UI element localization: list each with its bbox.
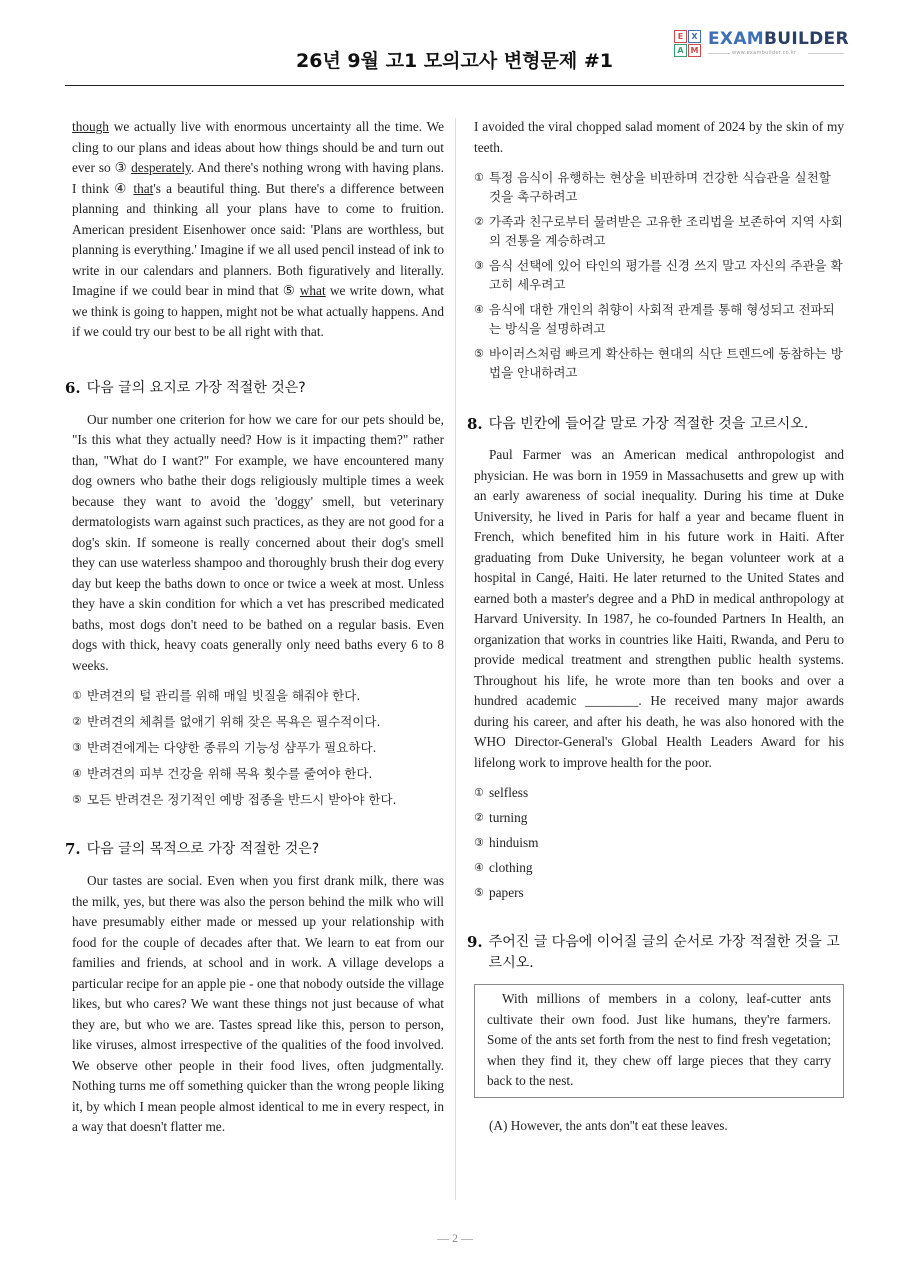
option-text: hinduism [489,835,539,850]
option-2[interactable] [474,212,844,250]
question-prompt: 다음 글의 요지로 가장 적절한 것은? [86,379,306,396]
question-6-options [65,686,444,809]
left-column [65,117,444,1138]
option-2[interactable] [72,712,444,731]
underlined-word: desperately [131,160,191,175]
option-number: ④ [474,303,484,316]
right-column [467,117,844,1136]
question-8-header [467,414,844,435]
question-prompt: 다음 빈칸에 들어갈 말로 가장 적절한 것을 고르시오. [488,416,809,432]
option-number: ⑤ [474,886,484,899]
option-text: 반려견의 피부 건강을 위해 목욕 횟수를 줄여야 한다. [87,766,373,781]
passage-text: we write down, what we think is going to happen, might not be what actually happens. And if we could try our best to be all right with that. [72,283,444,339]
question-6-header [65,378,444,399]
logo-letter-a: A [674,44,687,57]
option-4[interactable] [72,764,444,783]
page-number: — 2 — [437,1231,473,1245]
option-number: ④ [72,767,82,780]
option-5[interactable] [72,790,444,809]
page-header [65,0,849,86]
logo-line-right [808,53,844,54]
passage-text: . He received many major awards during his career, and after his death, he was also honored with the WHO Director-General's Global Health Leaders Award for his lifelong work to improve health for the poor. [474,693,844,770]
underlined-word: that [133,180,154,196]
logo-text-exam: EXAM [708,29,764,49]
option-1[interactable] [474,168,844,206]
question-7-passage: Our tastes are social. Even when you first drank milk, there was the milk, yes, but there was also the person behind the milk who will have presumably either made or messed up your relationship with food for the couple of decades after that. We learn to eat from our families and friends, at school and in work. A village develops a particular recipe for an apple pie - one that nobody outside the village likes, but who cares? We want these things not just because of what they are, but who we are. Tastes spread like this, person to person, like viruses, almost irrespective of the qualities of the food involved. We observe other people in their food lives, often judgmentally. Nothing turns me off something quicker than the wrong people liking it, by which I mean people almost identical to me in every respect, in a way that doesn't flatter me. [72,873,444,1134]
logo-letter-m: M [688,44,701,57]
question-7-passage-continuation: I avoided the viral chopped salad moment of 2024 by the skin of my teeth. [474,119,844,155]
option-number: ① [72,689,82,702]
option-number: ③ [474,836,484,849]
question-number: 9. [467,933,483,951]
underlined-word: though [72,119,109,134]
logo-letter-x: X [688,30,701,43]
option-text: 반려견에게는 다양한 종류의 기능성 샴푸가 필요하다. [87,740,377,755]
underlined-word: what [299,283,326,298]
question-prompt: 다음 글의 목적으로 가장 적절한 것은? [86,841,320,857]
option-text: turning [489,810,528,825]
option-number: ① [474,786,484,799]
question-8-options [467,783,844,902]
option-text: 음식에 대한 개인의 취향이 사회적 관계를 통해 형성되고 전파되는 방식을 설명하려고 [489,302,835,336]
answer-blank: ________ [585,693,639,708]
passage-text: . And there's nothing wrong with having plans. I think ④ [72,160,444,196]
passage-text: we actually live with enormous uncertainty all the time. We cling to our plans and ideas about how things should be and turn out ever so ③ [72,119,444,175]
option-3[interactable] [474,256,844,294]
question-8-passage [467,445,844,773]
option-number: ③ [72,741,82,754]
question-number: 6. [65,378,81,397]
option-5[interactable] [474,883,844,902]
exambuilder-logo [674,28,849,60]
option-text: 바이러스처럼 빠르게 확산하는 현대의 식단 트렌드에 동참하는 방법을 안내하려고 [489,346,843,380]
option-2[interactable] [474,808,844,827]
question-7-options [467,168,844,382]
passage-text: Paul Farmer was an American medical anthropologist and physician. He was born in 1959 in Massachusetts and grew up with an early awareness of social inequality. During his time at Duke University, he lived in Paris for half a year and became fluent in French, which benefited him in his future work in Haiti. After graduating from Duke University, he began volunteer work at a hospital in Cangé, Haiti. He later returned to the United States and earned both a master's degree and a PhD in medical anthropology at Harvard University. In 1987, he co-founded Partners In Health, an organization that works in countries like Haiti, Rwanda, and Peru to provide medical treatment and strengthen public health systems. Throughout his life, he wrote more than ten books and over a hundred academic [474,447,844,708]
option-4[interactable] [474,300,844,338]
option-1[interactable] [72,686,444,705]
option-3[interactable] [72,738,444,757]
question-number: 7. [65,840,81,858]
logo-wordmark [708,29,849,49]
option-number: ② [72,715,82,728]
option-number: ① [474,171,484,184]
question-6-passage: Our number one criterion for how we care for our pets should be, "Is this what they actually need? How is it impacting them?" rather than, "What do I want?" For example, we have encountered many dog owners who bathe their dogs religiously multiple times a week because they want to avoid the 'doggy' smell, but veterinary dermatologists warn against such practices, as they are not good for a dog's skin. If someone is really concerned about their dog's smell they can use waterless shampoo and thoroughly brush their dog every day but keep the baths down to once or twice a week at most. Unless they have a skin condition for which a vet has prescribed medicated baths, most dogs don't need to be bathed on a regular basis. Even dogs with thick, heavy coats generally only need baths every 6 to 8 weeks. [72,411,444,673]
option-text: 반려견의 체취를 없애기 위해 잦은 목욕은 필수적이다. [87,714,381,729]
option-text: selfless [489,785,529,800]
option-number: ② [474,215,484,228]
logo-text-builder: BUILDER [764,29,849,49]
option-number: ② [474,811,484,824]
logo-letter-e: E [674,30,687,43]
option-number: ④ [474,861,484,874]
option-text: 음식 선택에 있어 타인의 평가를 신경 쓰지 말고 자신의 주관을 확고히 세우려고 [489,258,843,292]
option-number: ③ [474,259,484,272]
option-4[interactable] [474,858,844,877]
logo-mark [674,30,702,58]
question-9-part-a: (A) However, the ants don''t eat these leaves. [489,1117,728,1133]
question-9-header [467,932,844,974]
column-divider [455,118,456,1200]
option-1[interactable] [474,783,844,802]
option-number: ⑤ [72,793,82,806]
question-7-header [65,839,444,860]
option-text: papers [489,885,524,900]
option-text: 반려견의 털 관리를 위해 매일 빗질을 해줘야 한다. [87,688,361,703]
logo-url: www.exambuilder.co.kr [732,50,797,56]
q5-passage-continuation [65,117,444,343]
passage-text: 's a beautiful thing. But there's a difference between planning and thinking all your plans have to come to fruition. American president Eisenhower once said: 'Plans are worthless, but planning is everything.' Imagine if we all used pencil instead of ink to write in our calendars and planners. Both figuratively and literally. Imagine if we could bear in mind that ⑤ [72,180,444,298]
option-text: clothing [489,860,533,875]
option-number: ⑤ [474,347,484,360]
option-text: 모든 반려견은 정기적인 예방 접종을 반드시 받아야 한다. [87,792,397,807]
option-5[interactable] [474,344,844,382]
option-text: 특정 음식이 유행하는 현상을 비판하며 건강한 식습관을 실천할 것을 촉구하려고 [489,170,831,204]
question-9-given-passage: With millions of members in a colony, leaf-cutter ants cultivate their own food. Just like humans, they're farmers. Some of the ants set forth from the nest to find fresh vegetation; when they find it, they chew off large pieces that they carry back to the nest. [474,984,844,1098]
page-title: 26년 9월 고1 모의고사 변형문제 #1 [296,50,613,72]
question-prompt: 주어진 글 다음에 이어질 글의 순서로 가장 적절한 것을 고르시오. [488,934,840,971]
logo-line-left [708,53,730,54]
option-3[interactable] [474,833,844,852]
option-text: 가족과 친구로부터 물려받은 고유한 조리법을 보존하여 지역 사회의 전통을 계승하려고 [489,214,843,248]
question-number: 8. [467,415,483,433]
